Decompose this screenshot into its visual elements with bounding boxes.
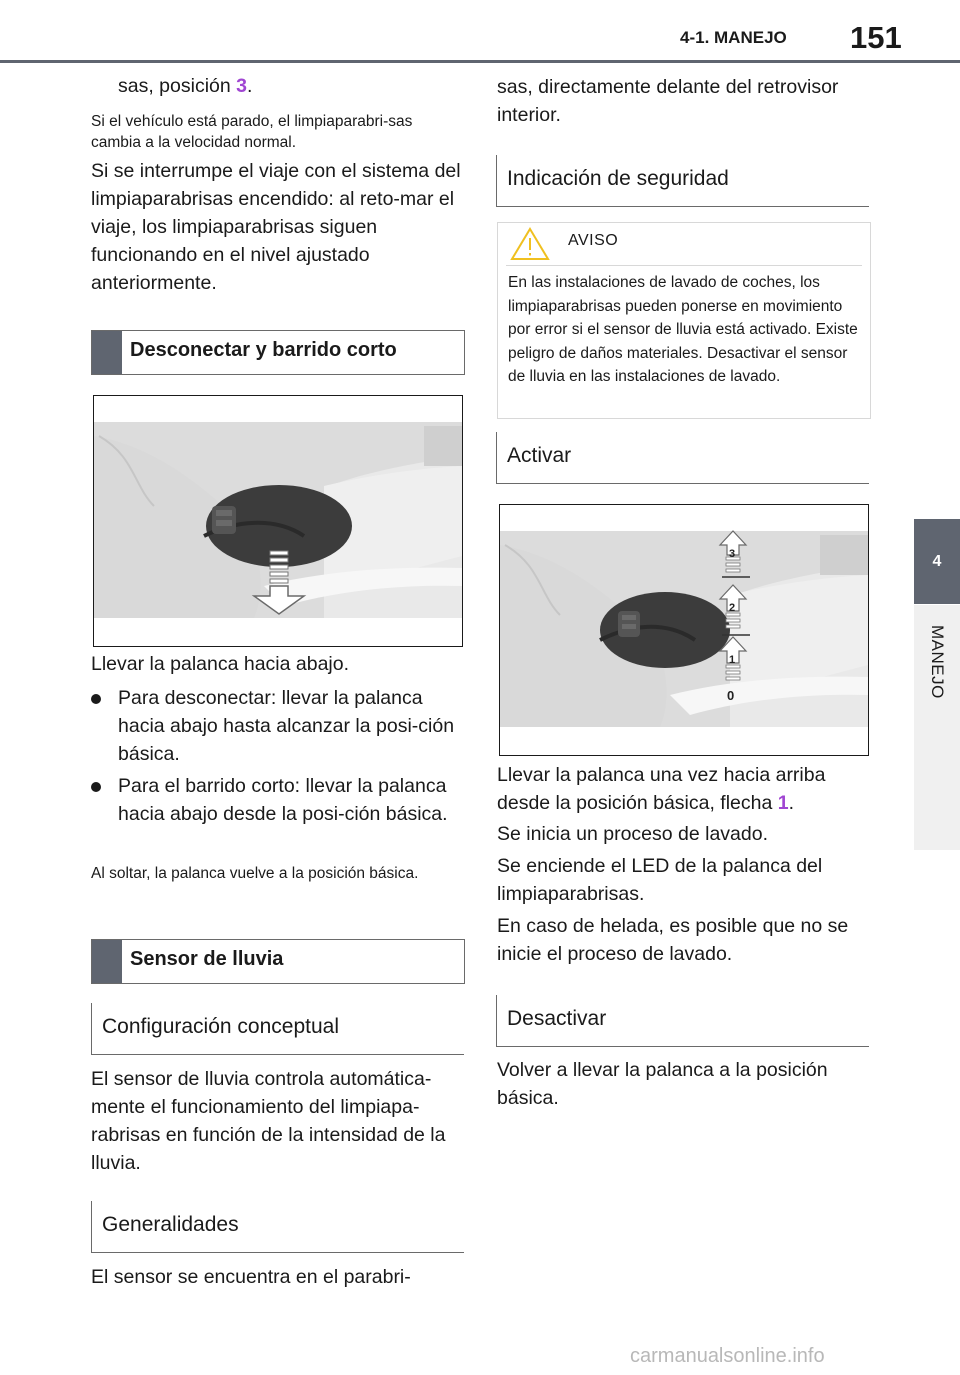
paragraph-text: Llevar la palanca una vez hacia arriba desde la posición básica, flecha — [497, 764, 826, 814]
section-title: Sensor de lluvia — [130, 948, 284, 970]
paragraph-activate — [497, 761, 877, 817]
chapter-tab-label[interactable] — [914, 605, 960, 850]
running-header-section: 4-1. MANEJO — [680, 28, 787, 47]
page-number: 151 — [850, 20, 902, 55]
paragraph-wash-start: Se inicia un proceso de lavado. — [497, 823, 769, 845]
note-stationary: Si el vehículo está parado, el limpiaparabri-sas cambia a la velocidad normal. — [91, 113, 413, 151]
section-title: Desconectar y barrido corto — [130, 339, 397, 361]
subsection-header-deactivate — [496, 995, 869, 1047]
note-lever-release: Al soltar, la palanca vuelve a la posición básica. — [91, 865, 419, 882]
warning-triangle-icon — [510, 227, 550, 261]
subsection-header-safety — [496, 155, 869, 207]
lever-position-label-1: 1 — [729, 654, 736, 666]
section-header-disconnect — [91, 330, 465, 375]
paragraph-deactivate: Volver a llevar la palanca a la posición básica. — [497, 1059, 828, 1109]
bullet-text: Para desconectar: llevar la palanca hacia abajo hasta alcanzar la posi-ción básica. — [118, 687, 455, 765]
bullet-disconnect — [91, 684, 466, 768]
subsection-title: Generalidades — [102, 1213, 239, 1236]
position-ref-3: 3 — [236, 75, 248, 97]
lever-position-label-3: 3 — [729, 548, 736, 560]
bullet-short-wipe — [91, 772, 466, 828]
watermark-text: carmanualsonline.info — [630, 1345, 825, 1367]
bullet-dot — [91, 782, 101, 792]
subsection-header-general — [91, 1201, 464, 1253]
lever-position-label-0: 0 — [727, 688, 735, 703]
paragraph-continued — [118, 72, 252, 100]
subsection-title: Desactivar — [507, 1007, 607, 1030]
warning-box — [497, 222, 871, 419]
paragraph-end: . — [247, 75, 253, 97]
paragraph-led: Se enciende el LED de la palanca del limpiaparabrisas. — [497, 855, 823, 905]
bullet-dot — [91, 694, 101, 704]
header-rule — [0, 60, 960, 63]
bullet-text: Para el barrido corto: llevar la palanca hacia abajo desde la posi-ción básica. — [118, 775, 448, 825]
lever-positions-illustration — [500, 505, 868, 755]
subsection-header-concept — [91, 1003, 464, 1055]
subsection-title: Activar — [507, 444, 572, 467]
chapter-tab-number[interactable] — [914, 519, 960, 604]
subsection-header-activate — [496, 432, 869, 484]
chapter-label: MANEJO — [928, 625, 947, 699]
figure-wiper-lever-down — [93, 395, 463, 647]
section-bar — [92, 940, 122, 983]
lever-down-illustration — [94, 396, 462, 646]
subsection-title: Indicación de seguridad — [507, 167, 729, 190]
section-header-rain-sensor — [91, 939, 465, 984]
arrow-ref-1: 1 — [777, 792, 789, 814]
paragraph-sensor-location: El sensor se encuentra en el parabri- — [91, 1266, 411, 1288]
warning-divider — [506, 265, 862, 266]
paragraph-interrupted-trip: Si se interrumpe el viaje con el sistema del limpiaparabrisas encendido: al reto-mar el viaje, los limpiaparabrisas siguen funcionando en el nivel ajustado anteriormente. — [91, 160, 461, 294]
figure-wiper-lever-positions — [499, 504, 869, 756]
paragraph-text: sas, posición — [118, 75, 237, 97]
lever-position-label-2: 2 — [729, 602, 736, 614]
warning-body: En las instalaciones de lavado de coches, los limpiaparabrisas pueden ponerse en movimiento por error si el sensor de lluvia está activado. Existe peligro de daños materiales. Desactivar el sensor de lluvia en las instalaciones de lavado. — [508, 274, 858, 385]
figure1-caption: Llevar la palanca hacia abajo. — [91, 653, 350, 675]
paragraph-rain-sensor: El sensor de lluvia controla automática-mente el funcionamiento del limpiapa-rabrisas en función de la intensidad de la lluvia. — [91, 1068, 446, 1174]
warning-title: AVISO — [568, 232, 619, 249]
paragraph-sensor-location-cont: sas, directamente delante del retrovisor interior. — [497, 76, 839, 126]
paragraph-frost: En caso de helada, es posible que no se inicie el proceso de lavado. — [497, 915, 849, 965]
paragraph-end: . — [788, 792, 795, 814]
section-bar — [92, 331, 122, 374]
chapter-number: 4 — [932, 552, 942, 570]
subsection-title: Configuración conceptual — [102, 1015, 339, 1038]
